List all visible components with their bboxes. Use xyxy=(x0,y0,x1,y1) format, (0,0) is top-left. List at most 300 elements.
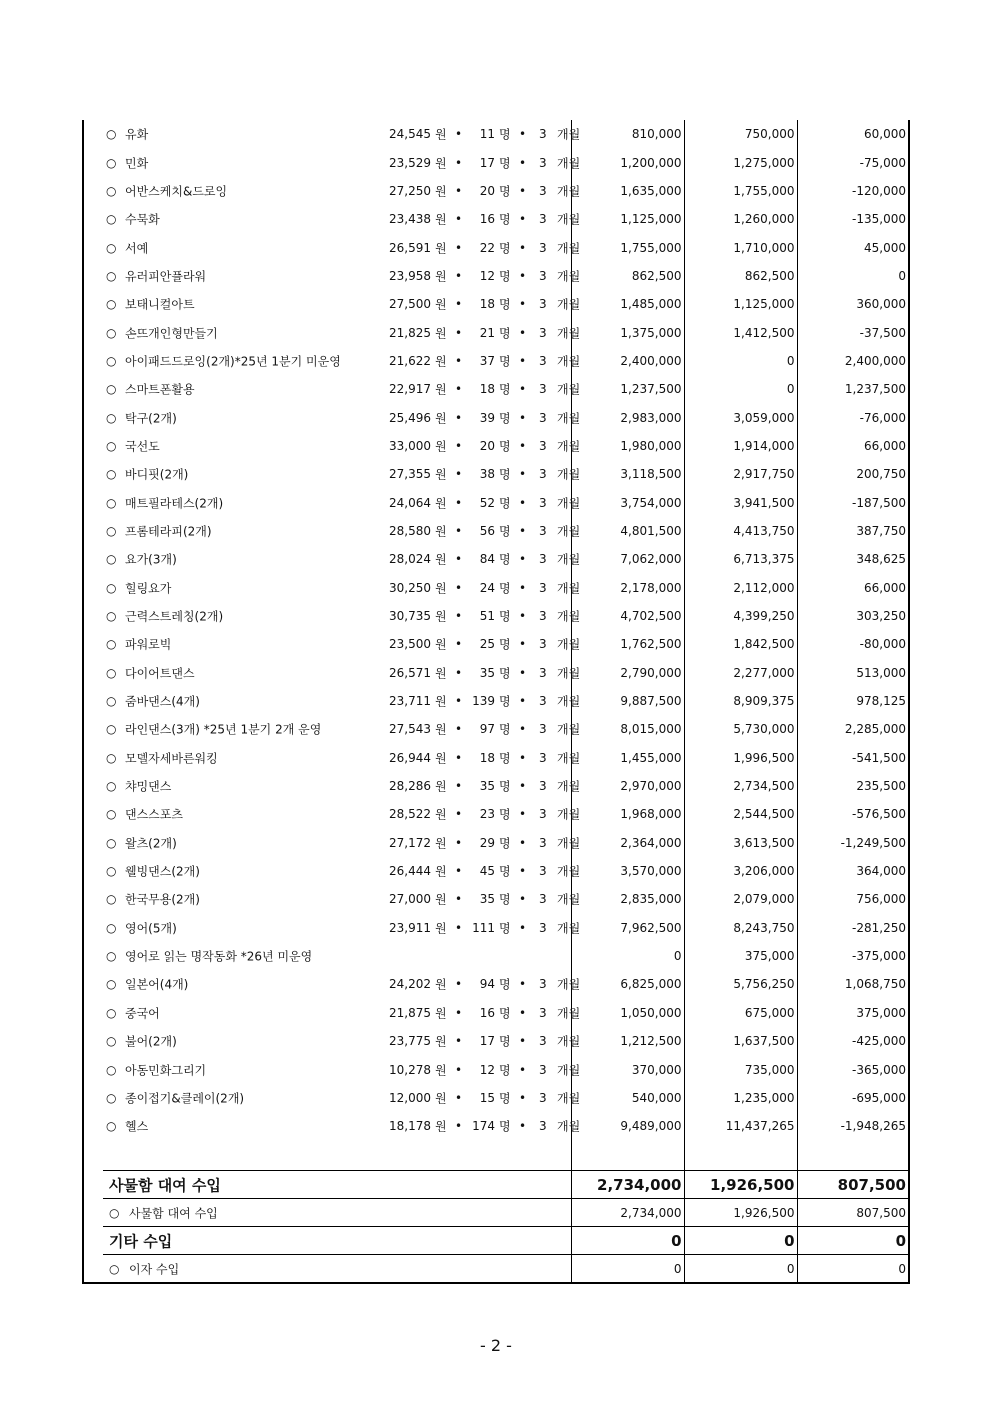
table-row xyxy=(83,1084,909,1112)
program-name: 왈츠(2개) xyxy=(125,836,177,851)
multiply-dot: • xyxy=(519,155,527,170)
program-name: 서예 xyxy=(125,241,149,256)
people-count: 25 xyxy=(479,637,495,652)
value-col-1: 2,970,000 xyxy=(571,772,684,800)
months-label: 개월 xyxy=(557,269,581,284)
multiply-dot: • xyxy=(519,240,527,255)
value-col-2: 1,996,500 xyxy=(684,744,797,772)
months-label: 개월 xyxy=(557,722,581,737)
multiply-dot: • xyxy=(519,807,527,822)
table-spacer-row xyxy=(83,1140,909,1171)
people-label: 명 xyxy=(499,127,511,142)
multiply-dot: • xyxy=(455,127,463,142)
value-col-1: 7,062,000 xyxy=(571,545,684,573)
months-count: 3 xyxy=(539,212,547,227)
people-label: 명 xyxy=(499,524,511,539)
months-count: 3 xyxy=(539,467,547,482)
months-count: 3 xyxy=(539,1005,547,1020)
months-count: 3 xyxy=(539,920,547,935)
table-row xyxy=(83,715,909,743)
months-count: 3 xyxy=(539,580,547,595)
program-name: 불어(2개) xyxy=(125,1034,177,1049)
value-col-2: 1,125,000 xyxy=(684,290,797,318)
program-name: 매트필라테스(2개) xyxy=(125,496,224,511)
multiply-dot: • xyxy=(455,892,463,907)
unit-price: 23,529 xyxy=(389,155,431,170)
multiply-dot: • xyxy=(455,325,463,340)
people-label: 명 xyxy=(499,411,511,426)
bullet-circle-icon: ○ xyxy=(106,240,117,255)
people-label: 명 xyxy=(499,779,511,794)
bullet-circle-icon: ○ xyxy=(106,1090,117,1105)
months-label: 개월 xyxy=(557,184,581,199)
people-count: 139 xyxy=(472,694,495,709)
bullet-circle-icon: ○ xyxy=(106,949,117,964)
people-count: 18 xyxy=(479,297,495,312)
unit-price: 26,944 xyxy=(389,750,431,765)
program-name: 근력스트레칭(2개) xyxy=(125,609,224,624)
bullet-circle-icon: ○ xyxy=(106,212,117,227)
multiply-dot: • xyxy=(455,1062,463,1077)
bullet-circle-icon: ○ xyxy=(106,155,117,170)
locker-value-2: 1,926,500 xyxy=(684,1171,797,1199)
people-label: 명 xyxy=(499,439,511,454)
won-label: 원 xyxy=(435,524,447,539)
value-col-3: -75,000 xyxy=(797,148,909,176)
table-row xyxy=(83,432,909,460)
months-count: 3 xyxy=(539,694,547,709)
program-name: 파워로빅 xyxy=(125,637,172,652)
value-col-3: 1,068,750 xyxy=(797,970,909,998)
value-col-2: 0 xyxy=(684,375,797,403)
program-name: 어반스케치&드로잉 xyxy=(125,184,228,199)
unit-price: 24,202 xyxy=(389,977,431,992)
income-table xyxy=(82,120,910,1284)
people-count: 45 xyxy=(479,864,495,879)
table-row xyxy=(83,488,909,516)
won-label: 원 xyxy=(435,241,447,256)
bullet-circle-icon: ○ xyxy=(106,1062,117,1077)
value-col-1: 540,000 xyxy=(571,1084,684,1112)
table-row xyxy=(83,1112,909,1140)
multiply-dot: • xyxy=(455,523,463,538)
value-col-3: 235,500 xyxy=(797,772,909,800)
won-label: 원 xyxy=(435,807,447,822)
table-row xyxy=(83,687,909,715)
people-count: 52 xyxy=(479,495,495,510)
value-col-3: 513,000 xyxy=(797,659,909,687)
people-count: 35 xyxy=(479,665,495,680)
value-col-1: 9,887,500 xyxy=(571,687,684,715)
people-label: 명 xyxy=(499,1063,511,1078)
other-sub-value-2: 0 xyxy=(684,1255,797,1284)
table-row xyxy=(83,403,909,431)
table-row xyxy=(83,772,909,800)
table-row xyxy=(83,177,909,205)
people-count: 37 xyxy=(479,353,495,368)
value-col-2: 1,235,000 xyxy=(684,1084,797,1112)
unit-price: 10,278 xyxy=(389,1062,431,1077)
months-label: 개월 xyxy=(557,779,581,794)
months-label: 개월 xyxy=(557,439,581,454)
months-count: 3 xyxy=(539,835,547,850)
value-col-2: 862,500 xyxy=(684,262,797,290)
value-col-1: 1,200,000 xyxy=(571,148,684,176)
value-col-3: -576,500 xyxy=(797,800,909,828)
bullet-circle-icon: ○ xyxy=(106,722,117,737)
won-label: 원 xyxy=(435,439,447,454)
months-count: 3 xyxy=(539,155,547,170)
multiply-dot: • xyxy=(519,750,527,765)
people-count: 174 xyxy=(472,1119,495,1134)
multiply-dot: • xyxy=(455,835,463,850)
people-count: 56 xyxy=(479,523,495,538)
months-label: 개월 xyxy=(557,411,581,426)
locker-value-3: 807,500 xyxy=(797,1171,909,1199)
unit-price: 23,500 xyxy=(389,637,431,652)
months-label: 개월 xyxy=(557,382,581,397)
months-label: 개월 xyxy=(557,1034,581,1049)
won-label: 원 xyxy=(435,836,447,851)
multiply-dot: • xyxy=(519,665,527,680)
unit-price: 27,500 xyxy=(389,297,431,312)
months-label: 개월 xyxy=(557,977,581,992)
unit-price: 21,825 xyxy=(389,325,431,340)
value-col-3: -1,948,265 xyxy=(797,1112,909,1140)
people-count: 17 xyxy=(479,1034,495,1049)
multiply-dot: • xyxy=(455,268,463,283)
won-label: 원 xyxy=(435,326,447,341)
program-name: 수묵화 xyxy=(125,212,160,227)
multiply-dot: • xyxy=(519,580,527,595)
program-name: 보태니컬아트 xyxy=(125,297,195,312)
people-label: 명 xyxy=(499,836,511,851)
value-col-1: 4,801,500 xyxy=(571,517,684,545)
value-col-3: -80,000 xyxy=(797,630,909,658)
bullet-circle-icon: ○ xyxy=(106,807,117,822)
months-label: 개월 xyxy=(557,467,581,482)
people-label: 명 xyxy=(499,1119,511,1134)
program-name: 라인댄스(3개) *25년 1분기 2개 운영 xyxy=(125,722,322,737)
value-col-2: 750,000 xyxy=(684,120,797,148)
table-row xyxy=(83,630,909,658)
people-count: 39 xyxy=(479,410,495,425)
months-count: 3 xyxy=(539,382,547,397)
multiply-dot: • xyxy=(455,722,463,737)
people-label: 명 xyxy=(499,751,511,766)
table-row xyxy=(83,800,909,828)
won-label: 원 xyxy=(435,864,447,879)
table-row xyxy=(83,545,909,573)
unit-price: 23,711 xyxy=(389,694,431,709)
people-count: 29 xyxy=(479,835,495,850)
other-section-title: 기타 수입 xyxy=(109,1232,173,1251)
value-col-3: 66,000 xyxy=(797,432,909,460)
value-col-3: -365,000 xyxy=(797,1055,909,1083)
bullet-circle-icon: ○ xyxy=(106,892,117,907)
table-row xyxy=(83,1027,909,1055)
program-name: 중국어 xyxy=(125,1006,160,1021)
bullet-circle-icon: ○ xyxy=(109,1261,120,1276)
won-label: 원 xyxy=(435,921,447,936)
bullet-circle-icon: ○ xyxy=(106,297,117,312)
multiply-dot: • xyxy=(455,750,463,765)
bullet-circle-icon: ○ xyxy=(106,495,117,510)
multiply-dot: • xyxy=(519,779,527,794)
table-row xyxy=(83,375,909,403)
people-count: 15 xyxy=(479,1090,495,1105)
table-row xyxy=(83,347,909,375)
multiply-dot: • xyxy=(455,438,463,453)
months-label: 개월 xyxy=(557,892,581,907)
program-name: 바디핏(2개) xyxy=(125,467,189,482)
bullet-circle-icon: ○ xyxy=(106,552,117,567)
value-col-1: 2,178,000 xyxy=(571,574,684,602)
multiply-dot: • xyxy=(519,467,527,482)
bullet-circle-icon: ○ xyxy=(106,779,117,794)
table-row xyxy=(83,885,909,913)
won-label: 원 xyxy=(435,156,447,171)
bullet-circle-icon: ○ xyxy=(106,127,117,142)
bullet-circle-icon: ○ xyxy=(106,580,117,595)
multiply-dot: • xyxy=(519,1034,527,1049)
months-label: 개월 xyxy=(557,581,581,596)
locker-sub-name: 사물함 대여 수입 xyxy=(129,1206,218,1221)
program-name: 다이어트댄스 xyxy=(125,666,195,681)
people-label: 명 xyxy=(499,609,511,624)
value-col-3: 303,250 xyxy=(797,602,909,630)
months-count: 3 xyxy=(539,410,547,425)
multiply-dot: • xyxy=(455,183,463,198)
unit-price: 28,024 xyxy=(389,552,431,567)
multiply-dot: • xyxy=(519,1119,527,1134)
value-col-1: 862,500 xyxy=(571,262,684,290)
value-col-3: -375,000 xyxy=(797,942,909,970)
multiply-dot: • xyxy=(455,552,463,567)
value-col-2: 8,909,375 xyxy=(684,687,797,715)
multiply-dot: • xyxy=(519,127,527,142)
multiply-dot: • xyxy=(519,1090,527,1105)
unit-price: 27,000 xyxy=(389,892,431,907)
other-section-header xyxy=(83,1227,909,1255)
unit-price: 30,735 xyxy=(389,609,431,624)
people-count: 38 xyxy=(479,467,495,482)
months-count: 3 xyxy=(539,807,547,822)
multiply-dot: • xyxy=(519,1005,527,1020)
bullet-circle-icon: ○ xyxy=(106,183,117,198)
months-label: 개월 xyxy=(557,156,581,171)
table-row xyxy=(83,205,909,233)
value-col-2: 2,079,000 xyxy=(684,885,797,913)
bullet-circle-icon: ○ xyxy=(106,750,117,765)
months-count: 3 xyxy=(539,1034,547,1049)
unit-price: 23,958 xyxy=(389,268,431,283)
unit-price: 12,000 xyxy=(389,1090,431,1105)
program-name: 힐링요가 xyxy=(125,581,172,596)
value-col-3: -695,000 xyxy=(797,1084,909,1112)
value-col-2: 6,713,375 xyxy=(684,545,797,573)
months-label: 개월 xyxy=(557,1063,581,1078)
people-count: 16 xyxy=(479,212,495,227)
program-name: 헬스 xyxy=(125,1119,149,1134)
value-col-2: 675,000 xyxy=(684,999,797,1027)
months-count: 3 xyxy=(539,523,547,538)
value-col-3: -281,250 xyxy=(797,914,909,942)
months-label: 개월 xyxy=(557,1091,581,1106)
multiply-dot: • xyxy=(455,977,463,992)
people-count: 17 xyxy=(479,155,495,170)
value-col-3: 45,000 xyxy=(797,233,909,261)
value-col-1: 1,375,000 xyxy=(571,318,684,346)
value-col-1: 1,980,000 xyxy=(571,432,684,460)
months-count: 3 xyxy=(539,127,547,142)
unit-price: 23,775 xyxy=(389,1034,431,1049)
multiply-dot: • xyxy=(519,297,527,312)
value-col-3: 375,000 xyxy=(797,999,909,1027)
months-count: 3 xyxy=(539,977,547,992)
program-name: 프롬테라피(2개) xyxy=(125,524,212,539)
multiply-dot: • xyxy=(455,920,463,935)
months-count: 3 xyxy=(539,495,547,510)
other-value-1: 0 xyxy=(571,1227,684,1255)
multiply-dot: • xyxy=(519,864,527,879)
won-label: 원 xyxy=(435,297,447,312)
people-count: 12 xyxy=(479,268,495,283)
value-col-1: 1,968,000 xyxy=(571,800,684,828)
unit-price: 27,250 xyxy=(389,183,431,198)
value-col-2: 2,112,000 xyxy=(684,574,797,602)
program-name: 아이패드드로잉(2개)*25년 1분기 미운영 xyxy=(125,354,341,369)
people-label: 명 xyxy=(499,467,511,482)
table-row xyxy=(83,290,909,318)
months-label: 개월 xyxy=(557,212,581,227)
bullet-circle-icon: ○ xyxy=(109,1205,120,1220)
value-col-3: 60,000 xyxy=(797,120,909,148)
program-name: 영어로 읽는 명작동화 *26년 미운영 xyxy=(125,949,313,964)
multiply-dot: • xyxy=(455,1119,463,1134)
people-label: 명 xyxy=(499,864,511,879)
value-col-1: 3,754,000 xyxy=(571,488,684,516)
months-label: 개월 xyxy=(557,127,581,142)
value-col-3: -76,000 xyxy=(797,403,909,431)
months-count: 3 xyxy=(539,665,547,680)
multiply-dot: • xyxy=(455,1034,463,1049)
other-sub-value-3: 0 xyxy=(797,1255,909,1284)
multiply-dot: • xyxy=(519,609,527,624)
value-col-3: -135,000 xyxy=(797,205,909,233)
table-row xyxy=(83,914,909,942)
multiply-dot: • xyxy=(519,977,527,992)
value-col-1: 6,825,000 xyxy=(571,970,684,998)
won-label: 원 xyxy=(435,1006,447,1021)
multiply-dot: • xyxy=(519,353,527,368)
months-count: 3 xyxy=(539,353,547,368)
months-count: 3 xyxy=(539,297,547,312)
multiply-dot: • xyxy=(455,637,463,652)
multiply-dot: • xyxy=(455,382,463,397)
won-label: 원 xyxy=(435,382,447,397)
won-label: 원 xyxy=(435,722,447,737)
value-col-3: 387,750 xyxy=(797,517,909,545)
people-label: 명 xyxy=(499,666,511,681)
bullet-circle-icon: ○ xyxy=(106,353,117,368)
locker-sub-value-2: 1,926,500 xyxy=(684,1199,797,1227)
multiply-dot: • xyxy=(455,665,463,680)
months-label: 개월 xyxy=(557,1119,581,1134)
won-label: 원 xyxy=(435,184,447,199)
table-row xyxy=(83,120,909,148)
people-label: 명 xyxy=(499,1006,511,1021)
value-col-1: 1,635,000 xyxy=(571,177,684,205)
value-col-1: 1,212,500 xyxy=(571,1027,684,1055)
won-label: 원 xyxy=(435,977,447,992)
people-label: 명 xyxy=(499,241,511,256)
value-col-2: 1,412,500 xyxy=(684,318,797,346)
months-label: 개월 xyxy=(557,496,581,511)
value-col-3: 360,000 xyxy=(797,290,909,318)
program-name: 국선도 xyxy=(125,439,160,454)
people-label: 명 xyxy=(499,1091,511,1106)
value-col-1: 370,000 xyxy=(571,1055,684,1083)
months-label: 개월 xyxy=(557,552,581,567)
value-col-1: 2,364,000 xyxy=(571,829,684,857)
bullet-circle-icon: ○ xyxy=(106,920,117,935)
value-col-2: 3,941,500 xyxy=(684,488,797,516)
table-row xyxy=(83,602,909,630)
people-label: 명 xyxy=(499,1034,511,1049)
people-label: 명 xyxy=(499,496,511,511)
page-number: - 2 - xyxy=(480,1336,512,1355)
value-col-1: 2,835,000 xyxy=(571,885,684,913)
value-col-3: 200,750 xyxy=(797,460,909,488)
multiply-dot: • xyxy=(519,552,527,567)
people-label: 명 xyxy=(499,269,511,284)
value-col-2: 3,206,000 xyxy=(684,857,797,885)
multiply-dot: • xyxy=(519,183,527,198)
multiply-dot: • xyxy=(519,694,527,709)
months-count: 3 xyxy=(539,637,547,652)
won-label: 원 xyxy=(435,411,447,426)
people-count: 94 xyxy=(479,977,495,992)
unit-price: 21,875 xyxy=(389,1005,431,1020)
unit-price: 21,622 xyxy=(389,353,431,368)
unit-price: 23,911 xyxy=(389,920,431,935)
bullet-circle-icon: ○ xyxy=(106,977,117,992)
value-col-1: 1,050,000 xyxy=(571,999,684,1027)
other-sub-name: 이자 수입 xyxy=(129,1262,180,1277)
people-label: 명 xyxy=(499,694,511,709)
table-row xyxy=(83,857,909,885)
value-col-1: 9,489,000 xyxy=(571,1112,684,1140)
value-col-3: -541,500 xyxy=(797,744,909,772)
value-col-3: -425,000 xyxy=(797,1027,909,1055)
people-count: 23 xyxy=(479,807,495,822)
value-col-2: 2,544,500 xyxy=(684,800,797,828)
bullet-circle-icon: ○ xyxy=(106,382,117,397)
unit-price: 30,250 xyxy=(389,580,431,595)
months-label: 개월 xyxy=(557,921,581,936)
locker-section-title: 사물함 대여 수입 xyxy=(109,1176,221,1195)
value-col-1: 1,237,500 xyxy=(571,375,684,403)
months-label: 개월 xyxy=(557,864,581,879)
multiply-dot: • xyxy=(455,467,463,482)
table-row xyxy=(83,970,909,998)
people-label: 명 xyxy=(499,212,511,227)
months-count: 3 xyxy=(539,183,547,198)
value-col-3: 2,400,000 xyxy=(797,347,909,375)
value-col-3: 2,285,000 xyxy=(797,715,909,743)
won-label: 원 xyxy=(435,127,447,142)
